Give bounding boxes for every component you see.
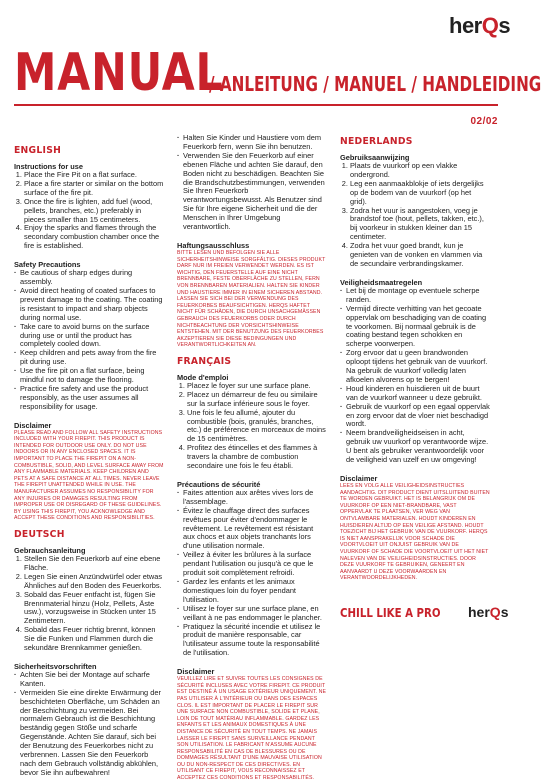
list-item: 2. Place a fire starter or similar on the bottom surface of the fire pit. bbox=[24, 180, 164, 198]
list-item: · Let bij de montage op eventuele scherpe randen. bbox=[340, 287, 490, 305]
list-item: · Faites attention aux arêtes vives lors de l'assemblage. bbox=[177, 489, 327, 507]
list-item: · Pratiquez la sécurité incendie et utilisez le produit de manière responsable, car l'utilisateur assume toute la responsabilité de l'utilisation. bbox=[177, 623, 327, 659]
list-item: 3. Zodra het vuur is aangestoken, voeg je brandstof toe (hout, pellets, takken, etc.), bij voorkeur in stukken kleiner dan 15 centimeter. bbox=[350, 207, 490, 243]
list-item: 3. Sobald das Feuer entfacht ist, fügen Sie Brennmaterial hinzu (Holz, Pellets, Äste usw.), vorzugsweise in Stücken unter 15 Zentimetern. bbox=[24, 591, 164, 627]
list-item: 4. Enjoy the sparks and flames through the secondary combustion chamber once the fire is established. bbox=[24, 224, 164, 251]
section-heading-francais: FRANÇAIS bbox=[177, 355, 232, 367]
list-item: 3. Une fois le feu allumé, ajouter du combustible (bois, granulés, branches, etc.) de préférence en morceaux de moins de 15 centimètres. bbox=[187, 409, 327, 445]
list-item: 4. Zodra het vuur goed brandt, kun je genieten van de vonken en vlammen via de secundaire verbrandingskamer. bbox=[350, 242, 490, 269]
deutsch-safety-list-continued bbox=[177, 134, 327, 232]
section-heading-deutsch: DEUTSCH bbox=[14, 528, 65, 540]
page-subtitle: / ANLEITUNG / MANUEL / HANDLEIDING bbox=[209, 72, 541, 96]
footer-tagline: CHILL LIKE A PRO bbox=[340, 606, 441, 620]
nederlands-disclaimer-text: LEES EN VOLG ALLE VEILIGHEIDSINSTRUCTIES AANDACHTIG. DIT PRODUCT DIENT UITSLUITEND BUITEN TE WORDEN GEBRUIKT. HET IS BELANGRIJK OM DE VUURKORF OP EEN NIET-BRANDBARE, VAST OPPERVLAK TE PLAATSEN, VER WEG VAN ONTVLAMBARE MATERIALEN. HOUDT KINDEREN EN HUISDIEREN ALTIJD OP EEN VEILIGE AFSTAND. HOUDT TOEZICHT BIJ HET GEBRUIK VAN DE VUURKORF. HERQS IS NIET AANSPRAKELIJK VOOR SCHADE DIE VOORTVLOEIT UIT ONJUIST GEBRUIK VAN DE VUURKORF OF SCHADE DIE VOORTVLOEIT UIT HET NIET NALEVEN VAN DE VEILIGHEIDSINSTRUCTIES. DOOR DEZE VUURKORF TE GEBRUIKEN, GENEERT EN AANVAARDT U DEZE VOORWAARDEN EN VERANTWOORDELIJKHEDEN. bbox=[340, 483, 490, 582]
list-item: · Vermijd directe verhitting van het gecoate oppervlak om beschadiging van de coating te voorkomen. Bij normaal gebruik is de coating bestand tegen schokken en scherpe voorwerpen. bbox=[340, 305, 490, 350]
deutsch-disclaimer-text: BITTE LESEN UND BEFOLGEN SIE ALLE SICHERHEITSHINWEISE SORGFÄLTIG. DIESES PRODUKT DARF NUR IM FREIEN VERWENDET WERDEN. ES IST WICHTIG, DEN FEUERSTELLE AUF EINE NICHT BRENNBARE, FESTE OBERFLÄCHE ZU STELLEN, FERN VON BRENNBAREN MATERIALIEN. HALTEN SIE KINDER UND HAUSTIERE IMMER IN EINEM SICHEREN ABSTAND. LASSEN SIE SICH BEI DER VERWENDUNG DES FEUERKORBES BEAUFSICHTIGEN. HERQS HAFTET NICHT FÜR SCHÄDEN, DIE DURCH UNSACHGEMÄSSEN GEBRAUCH DES FEUERKORBS ODER DURCH NICHTBEACHTUNG DER VORSICHTSHINWEISE ENTSTEHEN. MIT DER BENUTZUNG DES FEUERKORBES AKZEPTIEREN SIE DIESE BEDINGUNGEN UND VERANTWORTLICHKEITEN AN. bbox=[177, 249, 326, 349]
list-item: 3. Once the fire is lighten, add fuel (wood, pellets, branches, etc.) preferably in pieces smaller than 15 centimeters. bbox=[24, 198, 164, 225]
column-1 bbox=[14, 143, 164, 777]
english-disclaimer-title: Disclaimer bbox=[14, 420, 52, 430]
list-item: · Gebruik de vuurkorf op een egaal oppervlak en zorg ervoor dat de vloer niet beschadigd wordt. bbox=[340, 403, 490, 430]
title-row bbox=[14, 43, 541, 103]
francais-instructions-title: Mode d'emploi bbox=[177, 372, 229, 382]
francais-instructions-list bbox=[177, 382, 327, 471]
list-item: · Take care to avoid burns on the surface during use or until the product has completely cooled down. bbox=[14, 323, 164, 350]
list-item: · Houd kinderen en huisdieren uit de buurt van de vuurkorf wanneer u deze gebruikt. bbox=[340, 385, 490, 403]
list-item: · Be cautious of sharp edges during assembly. bbox=[14, 269, 164, 287]
header-divider bbox=[14, 104, 498, 106]
list-item: 2. Placez un démarreur de feu ou similaire sur la surface inférieure sous le foyer. bbox=[187, 391, 327, 409]
brand-logo: herQs bbox=[449, 13, 511, 38]
list-item: 4. Profitez des étincelles et des flammes à travers la chambre de combustion secondaire une fois le feu établi. bbox=[187, 444, 327, 471]
english-disclaimer-text: PLEASE READ AND FOLLOW ALL SAFETY INSTRUCTIONS INCLUDED WITH YOUR FIREPIT. THIS PRODUCT IS INTENDED FOR OUTDOOR USE ONLY. DO NOT USE INDOORS OR IN ANY ENCLOSED SPACES. IT IS IMPORTANT TO PLACE THE FIREPIT ON A NON-COMBUSTIBLE, SOLID, AND LEVEL SURFACE AWAY FROM ANY FLAMMABLE MATERIALS. KEEP CHILDREN AND PETS AT A SAFE DISTANCE AT ALL TIMES. NEVER LEAVE THE FIREPIT UNATTENDED WHILE IN USE. THE MANUFACTURER ASSUMES NO RESPONSIBILITY FOR ANY INJURIES OR DAMAGES RESULTING FROM IMPROPER USE OR DISREGARD OF THESE GUIDELINES. BY USING THIS FIREPIT, YOU ACKNOWLEDGE AND ACCEPT THESE CONDITIONS AND RESPONSIBILITIES. bbox=[14, 429, 164, 522]
section-heading-nederlands: NEDERLANDS bbox=[340, 136, 413, 147]
list-item: · Évitez le chauffage direct des surfaces revêtues pour éviter d'endommager le revêtement. Le revêtement est résistant aux chocs et aux objets tranchants lors d'une utilisation normale. bbox=[177, 507, 327, 552]
list-item: 1. Place the Fire Pit on a flat surface. bbox=[24, 171, 164, 180]
nederlands-disclaimer-title: Disclaimer bbox=[340, 474, 378, 483]
francais-disclaimer-text: VEUILLEZ LIRE ET SUIVRE TOUTES LES CONSIGNES DE SÉCURITÉ INCLUSES AVEC VOTRE FIREPIT. CE PRODUIT EST DESTINÉ À UN USAGE EXTÉRIEUR UNIQUEMENT. NE PAS UTILISER À L'INTÉRIEUR OU DANS DES ESPACES CLOS. IL EST IMPORTANT DE PLACER LE FIREPIT SUR UNE SURFACE NON COMBUSTIBLE, SOLIDE ET PLANE, LOIN DE TOUT MATÉRIAU INFLAMMABLE. GARDEZ LES ENFANTS ET LES ANIMAUX DOMESTIQUES À UNE DISTANCE DE SÉCURITÉ EN TOUT TEMPS. NE JAMAIS LAISSER LE FIREPIT SANS SURVEILLANCE PENDANT SON UTILISATION. LE FABRICANT N'ASSUME AUCUNE RESPONSABILITÉ EN CAS DE BLESSURES OU DE DOMMAGES RÉSULTANT D'UNE MAUVAISE UTILISATION OU DU NON-RESPECT DE CES DIRECTIVES. EN UTILISANT CE FIREPIT, VOUS RECONNAISSEZ ET ACCEPTEZ CES CONDITIONS ET RESPONSABILITÉS. bbox=[177, 676, 327, 782]
footer-logo: herQs bbox=[468, 604, 509, 620]
francais-safety-list bbox=[177, 489, 327, 658]
column-2 bbox=[177, 133, 327, 782]
deutsch-instructions-title: Gebrauchsanleitung bbox=[14, 545, 86, 555]
page-title: MANUAL bbox=[14, 43, 224, 103]
list-item: · Vermeiden Sie eine direkte Erwärmung der beschichteten Oberfläche, um Schäden an der Beschichtung zu vermeiden. Bei normalem Gebrauch ist die Beschichtung beständig gegen Stöße und scharfe Gegenstände. Achten Sie darauf, sich bei der Benutzung des Feuerkorbes nicht zu verbrennen. Lassen Sie den Feuerkorb nach dem Gebrauch vollständig abkühlen, bevor Sie ihn aufbewahren! bbox=[14, 689, 164, 715]
english-instructions-title: Instructions for use bbox=[14, 162, 83, 171]
deutsch-instructions-list bbox=[14, 555, 164, 653]
nederlands-instructions-title: Gebruiksaanwijzing bbox=[340, 153, 410, 162]
list-item: 2. Leg een aanmaakblokje of iets dergelijks op de bodem van de vuurkorf (op het grid). bbox=[350, 180, 490, 207]
column-3 bbox=[340, 134, 490, 582]
page-number: 02/02 bbox=[470, 116, 498, 127]
list-item: · Achten Sie bei der Montage auf scharfe Kanten. bbox=[14, 671, 164, 689]
english-safety-list bbox=[14, 269, 164, 412]
nederlands-instructions-list bbox=[340, 162, 490, 269]
list-item: 1. Placez le foyer sur une surface plane. bbox=[187, 382, 327, 391]
list-item: · Halten Sie Kinder und Haustiere vom dem Feuerkorb fern, wenn Sie ihn benutzen. bbox=[177, 134, 327, 152]
list-item: · Use the fire pit on a flat surface, being mindful not to damage the flooring. bbox=[14, 367, 164, 385]
list-item: · Zorg ervoor dat u geen brandwonden oploopt tijdens het gebruik van de vuurkorf. Na gebruik de vuurkorf volledig laten afkoelen alvorens op te bergen! bbox=[340, 349, 490, 385]
list-item: · Keep children and pets away from the fire pit during use. bbox=[14, 349, 164, 367]
list-item: · Practice fire safety and use the product responsibly, as the user assumes all responsibility for usage. bbox=[14, 385, 164, 412]
nederlands-safety-title: Veiligheidsmaatregelen bbox=[340, 277, 423, 287]
list-item: · Gardez les enfants et les animaux domestiques loin du foyer pendant l'utilisation. bbox=[177, 578, 327, 605]
english-safety-title: Safety Precautions bbox=[14, 260, 81, 270]
deutsch-disclaimer-title: Haftungsausschluss bbox=[177, 240, 250, 250]
list-item: · Utilisez le foyer sur une surface plane, en veillant à ne pas endommager le plancher. bbox=[177, 605, 327, 623]
francais-safety-title: Précautions de sécurité bbox=[177, 479, 261, 489]
english-instructions-list bbox=[14, 171, 164, 251]
section-heading-english: ENGLISH bbox=[14, 145, 62, 156]
list-item: · Neem brandveiligheidseisen in acht, gebruik uw vuurkorf op verantwoorde wijze. U bent als gebruiker verantwoordelijk voor de veiligheid van uzelf en uw omgeving! bbox=[340, 429, 490, 465]
francais-disclaimer-title: Disclaimer bbox=[177, 667, 215, 677]
list-item: 1. Plaats de vuurkorf op een vlakke ondergrond. bbox=[350, 162, 490, 180]
list-item: · Veillez à éviter les brûlures à la surface pendant l'utilisation ou jusqu'à ce que le produit soit complètement refroidi. bbox=[177, 551, 327, 578]
list-item: 1. Stellen Sie den Feuerkorb auf eine ebene Fläche. bbox=[24, 555, 164, 573]
list-item: 4. Sobald das Feuer richtig brennt, können Sie die Funken und Flammen durch die sekundäre Brennkammer genießen. bbox=[24, 626, 164, 653]
nederlands-safety-list bbox=[340, 287, 490, 465]
deutsch-safety-title: Sicherheitsvorschriften bbox=[14, 661, 97, 671]
list-item: · Avoid direct heating of coated surfaces to prevent damage to the coating. The coating is resistant to impact and sharp objects during normal use. bbox=[14, 287, 164, 323]
list-item: 2. Legen Sie einen Anzündwürfel oder etwas Ähnliches auf den Boden des Feuerkorbs. bbox=[24, 573, 164, 591]
list-item: · Verwenden Sie den Feuerkorb auf einer ebenen Fläche und achten Sie darauf, den Boden nicht zu beschädigen. Beachten Sie die Brandschutzbestimmungen, verwenden Sie Ihren Feuerkorb verantwortungsbewusst. Als Benutzer sind Sie für Ihre eigene Sicherheit und die der Menschen in Ihrer Umgebung verantwortlich. bbox=[177, 152, 327, 232]
deutsch-safety-list bbox=[14, 669, 164, 777]
